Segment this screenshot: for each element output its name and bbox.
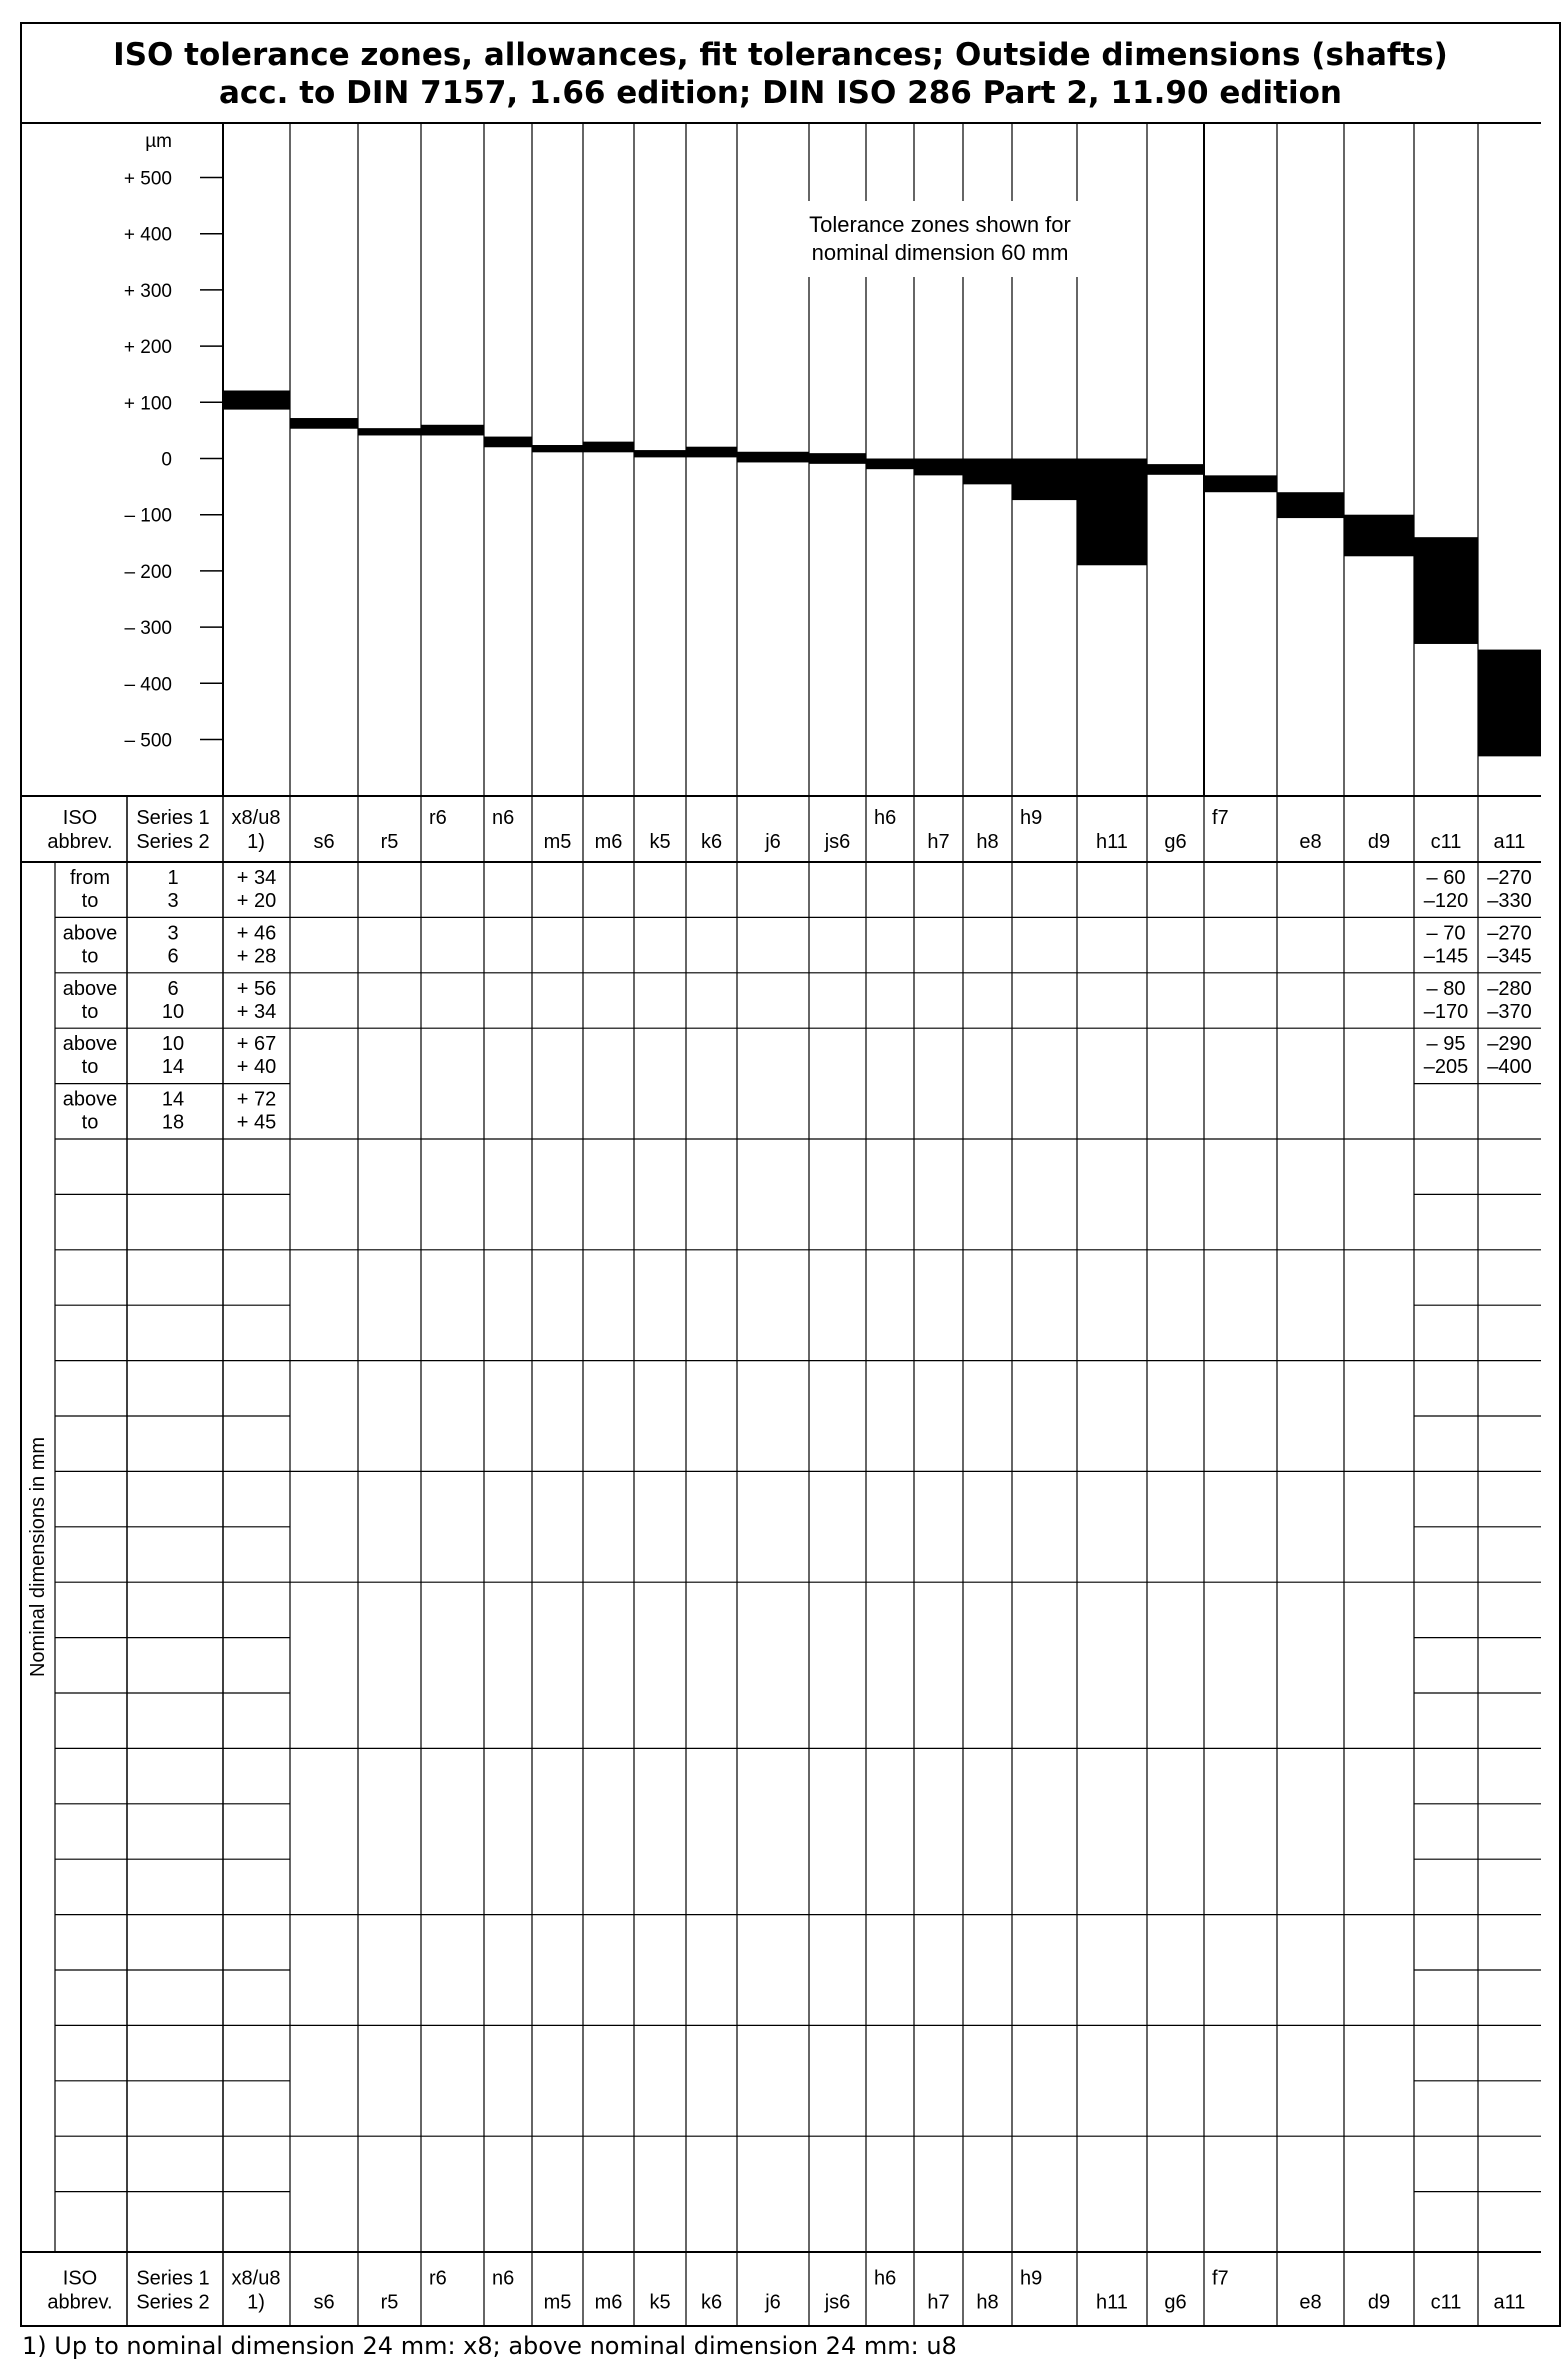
row-range-lower: 10 xyxy=(161,1000,185,1023)
title-line-1: ISO tolerance zones, allowances, fit tolerances; Outside dimensions (shafts) xyxy=(113,37,1448,73)
footer-header-col-h7: h7 xyxy=(927,2291,950,2314)
tolerance-zone-chart xyxy=(124,124,1541,796)
value-a11-upper: –270 xyxy=(1487,922,1532,945)
tolerance-zone-bar-m6 xyxy=(583,442,634,453)
table-row xyxy=(63,1033,1532,1078)
footer-header-col-c11: c11 xyxy=(1430,2291,1462,2314)
header-col-h8: h8 xyxy=(976,831,999,853)
header-col-h6: h6 xyxy=(874,807,897,829)
value-xu-upper: + 56 xyxy=(236,977,277,1000)
footer-header-col-h8: h8 xyxy=(976,2291,999,2314)
header-footnote-ref: 1) xyxy=(247,831,265,853)
footer-header-footnote-ref: 1) xyxy=(247,2291,265,2314)
value-c11-upper: – 95 xyxy=(1426,1033,1466,1056)
header-col-g6: g6 xyxy=(1164,831,1187,853)
row-label-lower: to xyxy=(81,890,99,912)
y-tick-label: + 500 xyxy=(123,168,172,190)
header-col-h9: h9 xyxy=(1020,807,1043,829)
tolerance-zone-bar-m5 xyxy=(532,445,583,452)
row-label-lower: to xyxy=(81,1056,99,1079)
y-tick-label: – 400 xyxy=(124,674,172,696)
header-col-r5: r5 xyxy=(380,831,399,853)
footer-header-col-h9: h9 xyxy=(1020,2267,1043,2290)
y-tick-label: + 100 xyxy=(123,393,172,415)
value-xu-lower: + 34 xyxy=(236,1000,277,1023)
value-xu-lower: + 28 xyxy=(236,945,277,968)
footer-header-col-r5: r5 xyxy=(380,2291,399,2314)
tolerance-zone-bar-a11 xyxy=(1478,650,1541,757)
header-iso: ISO xyxy=(62,807,98,829)
tolerance-zone-bar-k6 xyxy=(686,447,737,458)
header-col-f7: f7 xyxy=(1212,807,1229,829)
row-label-upper: above xyxy=(62,1033,118,1056)
tolerance-zone-bar-e8 xyxy=(1277,492,1344,518)
header-col-m6: m6 xyxy=(594,831,623,853)
value-a11-upper: –280 xyxy=(1487,977,1532,1000)
row-label-upper: from xyxy=(70,867,110,889)
row-label-upper: above xyxy=(62,1088,118,1111)
footer-header-col-f7: f7 xyxy=(1212,2267,1229,2290)
footnote: 1) Up to nominal dimension 24 mm: x8; above nominal dimension 24 mm: u8 xyxy=(22,2332,957,2360)
tolerance-zone-bar-js6 xyxy=(809,453,866,464)
row-range-lower: 6 xyxy=(167,945,179,968)
header-col-n6: n6 xyxy=(492,807,515,829)
value-c11-lower: –145 xyxy=(1423,945,1469,968)
header-col-d9: d9 xyxy=(1367,831,1391,853)
row-range-upper: 14 xyxy=(161,1088,185,1111)
title-line-2: acc. to DIN 7157, 1.66 edition; DIN ISO 286 Part 2, 11.90 edition xyxy=(219,75,1342,111)
row-range-upper: 10 xyxy=(161,1033,185,1056)
table-row xyxy=(70,867,1532,912)
tolerance-zone-bar-h7 xyxy=(914,459,963,476)
header-series2: Series 2 xyxy=(136,831,210,853)
header-col-js6: js6 xyxy=(824,831,851,853)
y-tick-label: 0 xyxy=(161,449,172,471)
header-col-s6: s6 xyxy=(313,831,335,853)
value-xu-lower: + 40 xyxy=(236,1056,277,1079)
tolerance-zone-bar-n6 xyxy=(484,437,532,448)
footer-header-abbrev: abbrev. xyxy=(47,2291,113,2314)
footer-header-col-a11: a11 xyxy=(1493,2291,1526,2314)
value-xu-upper: + 67 xyxy=(236,1033,277,1056)
footer-header-col-m5: m5 xyxy=(543,2291,572,2314)
value-xu-upper: + 72 xyxy=(236,1088,277,1111)
chart-note-line-2: nominal dimension 60 mm xyxy=(811,240,1069,265)
tolerance-zone-bar-xu xyxy=(223,390,290,409)
footer-header-series2: Series 2 xyxy=(136,2291,210,2314)
footer-header-col-k6: k6 xyxy=(700,2291,723,2314)
tolerance-zone-bar-h6 xyxy=(866,459,914,470)
header-abbrev: abbrev. xyxy=(47,831,113,853)
footer-header-col-d9: d9 xyxy=(1367,2291,1391,2314)
row-range-lower: 3 xyxy=(167,890,179,912)
tolerance-zone-bar-f7 xyxy=(1204,475,1277,492)
row-range-upper: 3 xyxy=(167,922,179,945)
header-col-a11: a11 xyxy=(1493,831,1526,853)
header-col-r6: r6 xyxy=(429,807,447,829)
row-label-lower: to xyxy=(81,945,99,968)
tolerance-zone-bar-j6 xyxy=(737,452,809,463)
footer-header-col-m6: m6 xyxy=(594,2291,623,2314)
value-c11-upper: – 60 xyxy=(1426,867,1466,889)
header-col-c11: c11 xyxy=(1430,831,1462,853)
header-xu: x8/u8 xyxy=(231,807,281,829)
value-c11-lower: –205 xyxy=(1423,1056,1469,1079)
value-a11-lower: –345 xyxy=(1487,945,1532,968)
header-col-j6: j6 xyxy=(765,831,781,853)
table-row xyxy=(63,922,1532,967)
row-label-upper: above xyxy=(62,977,118,1000)
y-unit-label: µm xyxy=(145,131,172,152)
footer-header-col-r6: r6 xyxy=(429,2267,447,2290)
header-col-k6: k6 xyxy=(700,831,723,853)
y-tick-label: – 200 xyxy=(124,561,172,583)
tolerance-zone-bar-r6 xyxy=(421,425,484,436)
row-range-lower: 18 xyxy=(161,1111,185,1134)
tolerance-zone-bar-r5 xyxy=(358,428,421,435)
footer-header-col-n6: n6 xyxy=(492,2267,515,2290)
tolerance-zone-bar-h11 xyxy=(1077,459,1147,566)
footer-header-col-e8: e8 xyxy=(1299,2291,1322,2314)
tolerance-zone-bar-g6 xyxy=(1147,464,1204,475)
tolerance-zone-bar-d9 xyxy=(1344,515,1414,557)
value-c11-upper: – 80 xyxy=(1426,977,1466,1000)
value-xu-upper: + 34 xyxy=(236,867,277,889)
footer-header-col-js6: js6 xyxy=(824,2291,851,2314)
table-row xyxy=(63,1089,276,1134)
footer-header-col-k5: k5 xyxy=(649,2291,671,2314)
value-c11-lower: –170 xyxy=(1423,1000,1469,1023)
footer-header-col-h6: h6 xyxy=(874,2267,897,2290)
value-c11-lower: –120 xyxy=(1423,890,1469,912)
tolerance-zone-bar-s6 xyxy=(290,418,358,429)
tolerance-zone-bar-k5 xyxy=(634,450,686,457)
tolerance-table xyxy=(20,796,1541,2327)
value-c11-upper: – 70 xyxy=(1426,922,1466,945)
y-tick-label: – 300 xyxy=(124,618,172,640)
footer-header-col-s6: s6 xyxy=(313,2291,335,2314)
footer-header-iso: ISO xyxy=(62,2267,98,2290)
tolerance-zone-bar-c11 xyxy=(1414,537,1478,644)
footer-header-col-h11: h11 xyxy=(1096,2291,1128,2314)
value-xu-upper: + 46 xyxy=(236,922,277,945)
footer-header-col-g6: g6 xyxy=(1164,2291,1187,2314)
value-a11-upper: –290 xyxy=(1487,1033,1532,1056)
value-xu-lower: + 45 xyxy=(236,1111,277,1134)
footer-header-col-j6: j6 xyxy=(765,2291,781,2314)
value-a11-lower: –370 xyxy=(1487,1000,1532,1023)
tolerance-zone-bar-h9 xyxy=(1012,459,1077,501)
y-tick-label: – 100 xyxy=(124,505,172,527)
header-series1: Series 1 xyxy=(136,807,210,829)
header-col-k5: k5 xyxy=(649,831,671,853)
row-label-lower: to xyxy=(81,1111,99,1134)
row-label-lower: to xyxy=(81,1000,99,1023)
y-tick-label: – 500 xyxy=(124,730,172,752)
y-tick-label: + 400 xyxy=(123,224,172,246)
table-row xyxy=(63,978,1532,1023)
side-label: Nominal dimensions in mm xyxy=(27,1436,49,1678)
row-range-upper: 6 xyxy=(167,977,179,1000)
header-col-e8: e8 xyxy=(1299,831,1322,853)
header-col-h7: h7 xyxy=(927,831,950,853)
header-col-h11: h11 xyxy=(1096,831,1128,853)
value-a11-upper: –270 xyxy=(1487,867,1532,889)
header-col-m5: m5 xyxy=(543,831,572,853)
chart-note-line-1: Tolerance zones shown for xyxy=(809,212,1071,237)
value-a11-lower: –400 xyxy=(1487,1056,1532,1079)
value-xu-lower: + 20 xyxy=(236,890,277,912)
tolerance-zone-bar-h8 xyxy=(963,459,1012,485)
row-label-upper: above xyxy=(62,922,118,945)
row-range-upper: 1 xyxy=(167,867,179,889)
footer-header-xu: x8/u8 xyxy=(231,2267,281,2290)
row-range-lower: 14 xyxy=(161,1056,185,1079)
y-tick-label: + 300 xyxy=(123,280,172,302)
footer-header-series1: Series 1 xyxy=(136,2267,210,2290)
y-tick-label: + 200 xyxy=(123,337,172,359)
value-a11-lower: –330 xyxy=(1487,890,1532,912)
